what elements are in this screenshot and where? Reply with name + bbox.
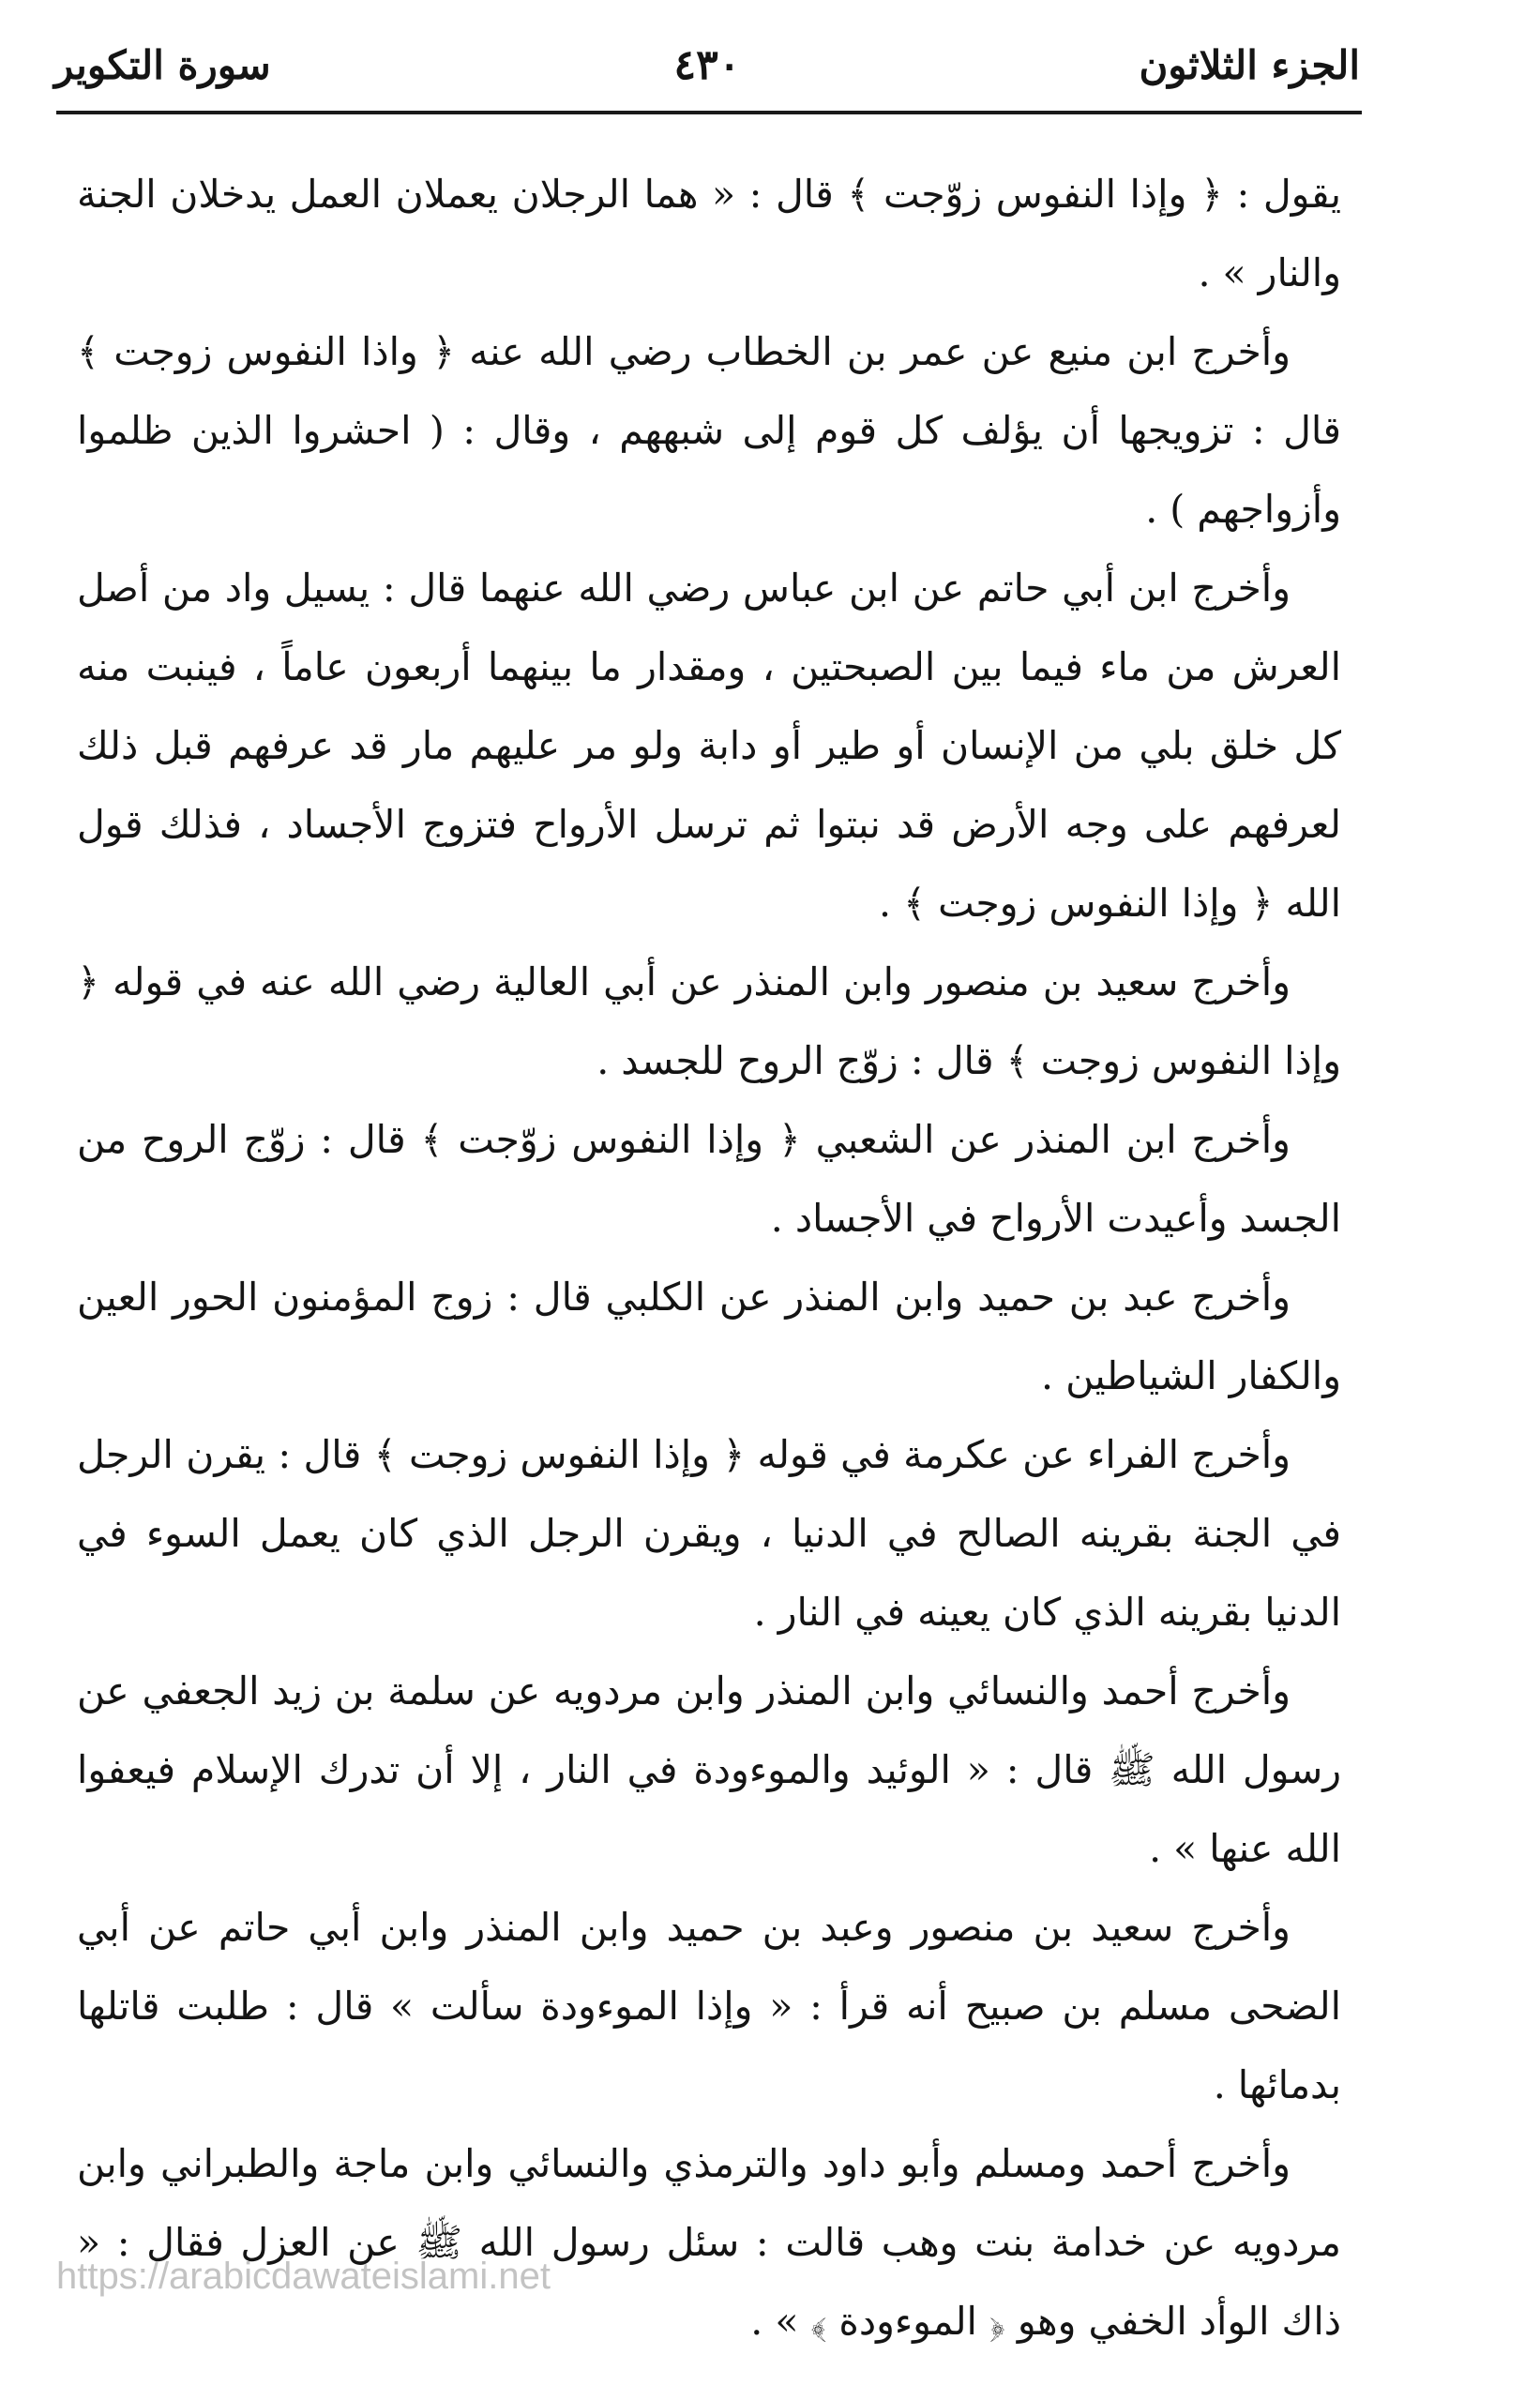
paragraph: وأخرج ابن منيع عن عمر بن الخطاب رضي الله عنه ﴿ واذا النفوس زوجت ﴾ قال : تزويجها أن يؤلف كل قوم إلى شبههم ، وقال : ( احشروا الذين ظلموا وأزواجهم ) .: [77, 329, 1341, 532]
running-header: [54, 30, 1360, 109]
paragraph: وأخرج سعيد بن منصور وعبد بن حميد وابن المنذر وابن أبي حاتم عن أبي الضحى مسلم بن صبيح أنه قرأ : « وإذا الموءودة سألت » قال : طلبت قاتلها بدمائها .: [77, 1905, 1341, 2107]
paragraph: وأخرج سعيد بن منصور وابن المنذر عن أبي العالية رضي الله عنه في قوله ﴿ وإذا النفوس زوجت ﴾ قال : زوّج الروح للجسد .: [77, 959, 1341, 1083]
paragraph: وأخرج ابن المنذر عن الشعبي ﴿ وإذا النفوس زوّجت ﴾ قال : زوّج الروح من الجسد وأعيدت الأرواح في الأجساد .: [77, 1117, 1341, 1241]
paragraph: وأخرج عبد بن حميد وابن المنذر عن الكلبي قال : زوج المؤمنون الحور العين والكفار الشياطين .: [77, 1275, 1341, 1398]
page-number: ٤٣٠: [673, 41, 741, 89]
paragraph: وأخرج أحمد والنسائي وابن المنذر وابن مردويه عن سلمة بن زيد الجعفي عن رسول الله ﷺ قال : « الوئيد والموءودة في النار ، إلا أن تدرك الإسلام فيعفوا الله عنها » .: [77, 1668, 1341, 1871]
paragraph: يقول : ﴿ وإذا النفوس زوّجت ﴾ قال : « هما الرجلان يعملان العمل يدخلان الجنة والنار » .: [77, 172, 1341, 295]
paragraph: وأخرج الفراء عن عكرمة في قوله ﴿ وإذا النفوس زوجت ﴾ قال : يقرن الرجل في الجنة بقرينه الصالح في الدنيا ، ويقرن الرجل الذي كان يعمل السوء في الدنيا بقرينه الذي كان يعينه في النار .: [77, 1432, 1341, 1635]
page-text: [77, 155, 1341, 2361]
paragraph: وأخرج أحمد ومسلم وأبو داود والترمذي والنسائي وابن ماجة والطبراني وابن مردويه عن خدامة بنت وهب قالت : سئل رسول الله ﷺ عن العزل فقال : « ذاك الوأد الخفي وهو ﴿ الموءودة ﴾ » .: [77, 2141, 1341, 2344]
part-title: الجزء الثلاثون: [1139, 42, 1360, 88]
surah-title: سورة التكوير: [54, 42, 271, 88]
header-divider: [56, 111, 1362, 114]
paragraph: وأخرج ابن أبي حاتم عن ابن عباس رضي الله عنهما قال : يسيل واد من أصل العرش من ماء فيما بين الصبحتين ، ومقدار ما بينهما أربعون عاماً ، فينبت منه كل خلق بلي من الإنسان أو طير أو دابة ولو مر عليهم مار قد عرفهم قبل ذلك لعرفهم على وجه الأرض قد نبتوا ثم ترسل الأرواح فتزوج الأجساد ، فذلك قول الله ﴿ وإذا النفوس زوجت ﴾ .: [77, 566, 1342, 926]
source-watermark: https://arabicdawateislami.net: [56, 2256, 551, 2297]
